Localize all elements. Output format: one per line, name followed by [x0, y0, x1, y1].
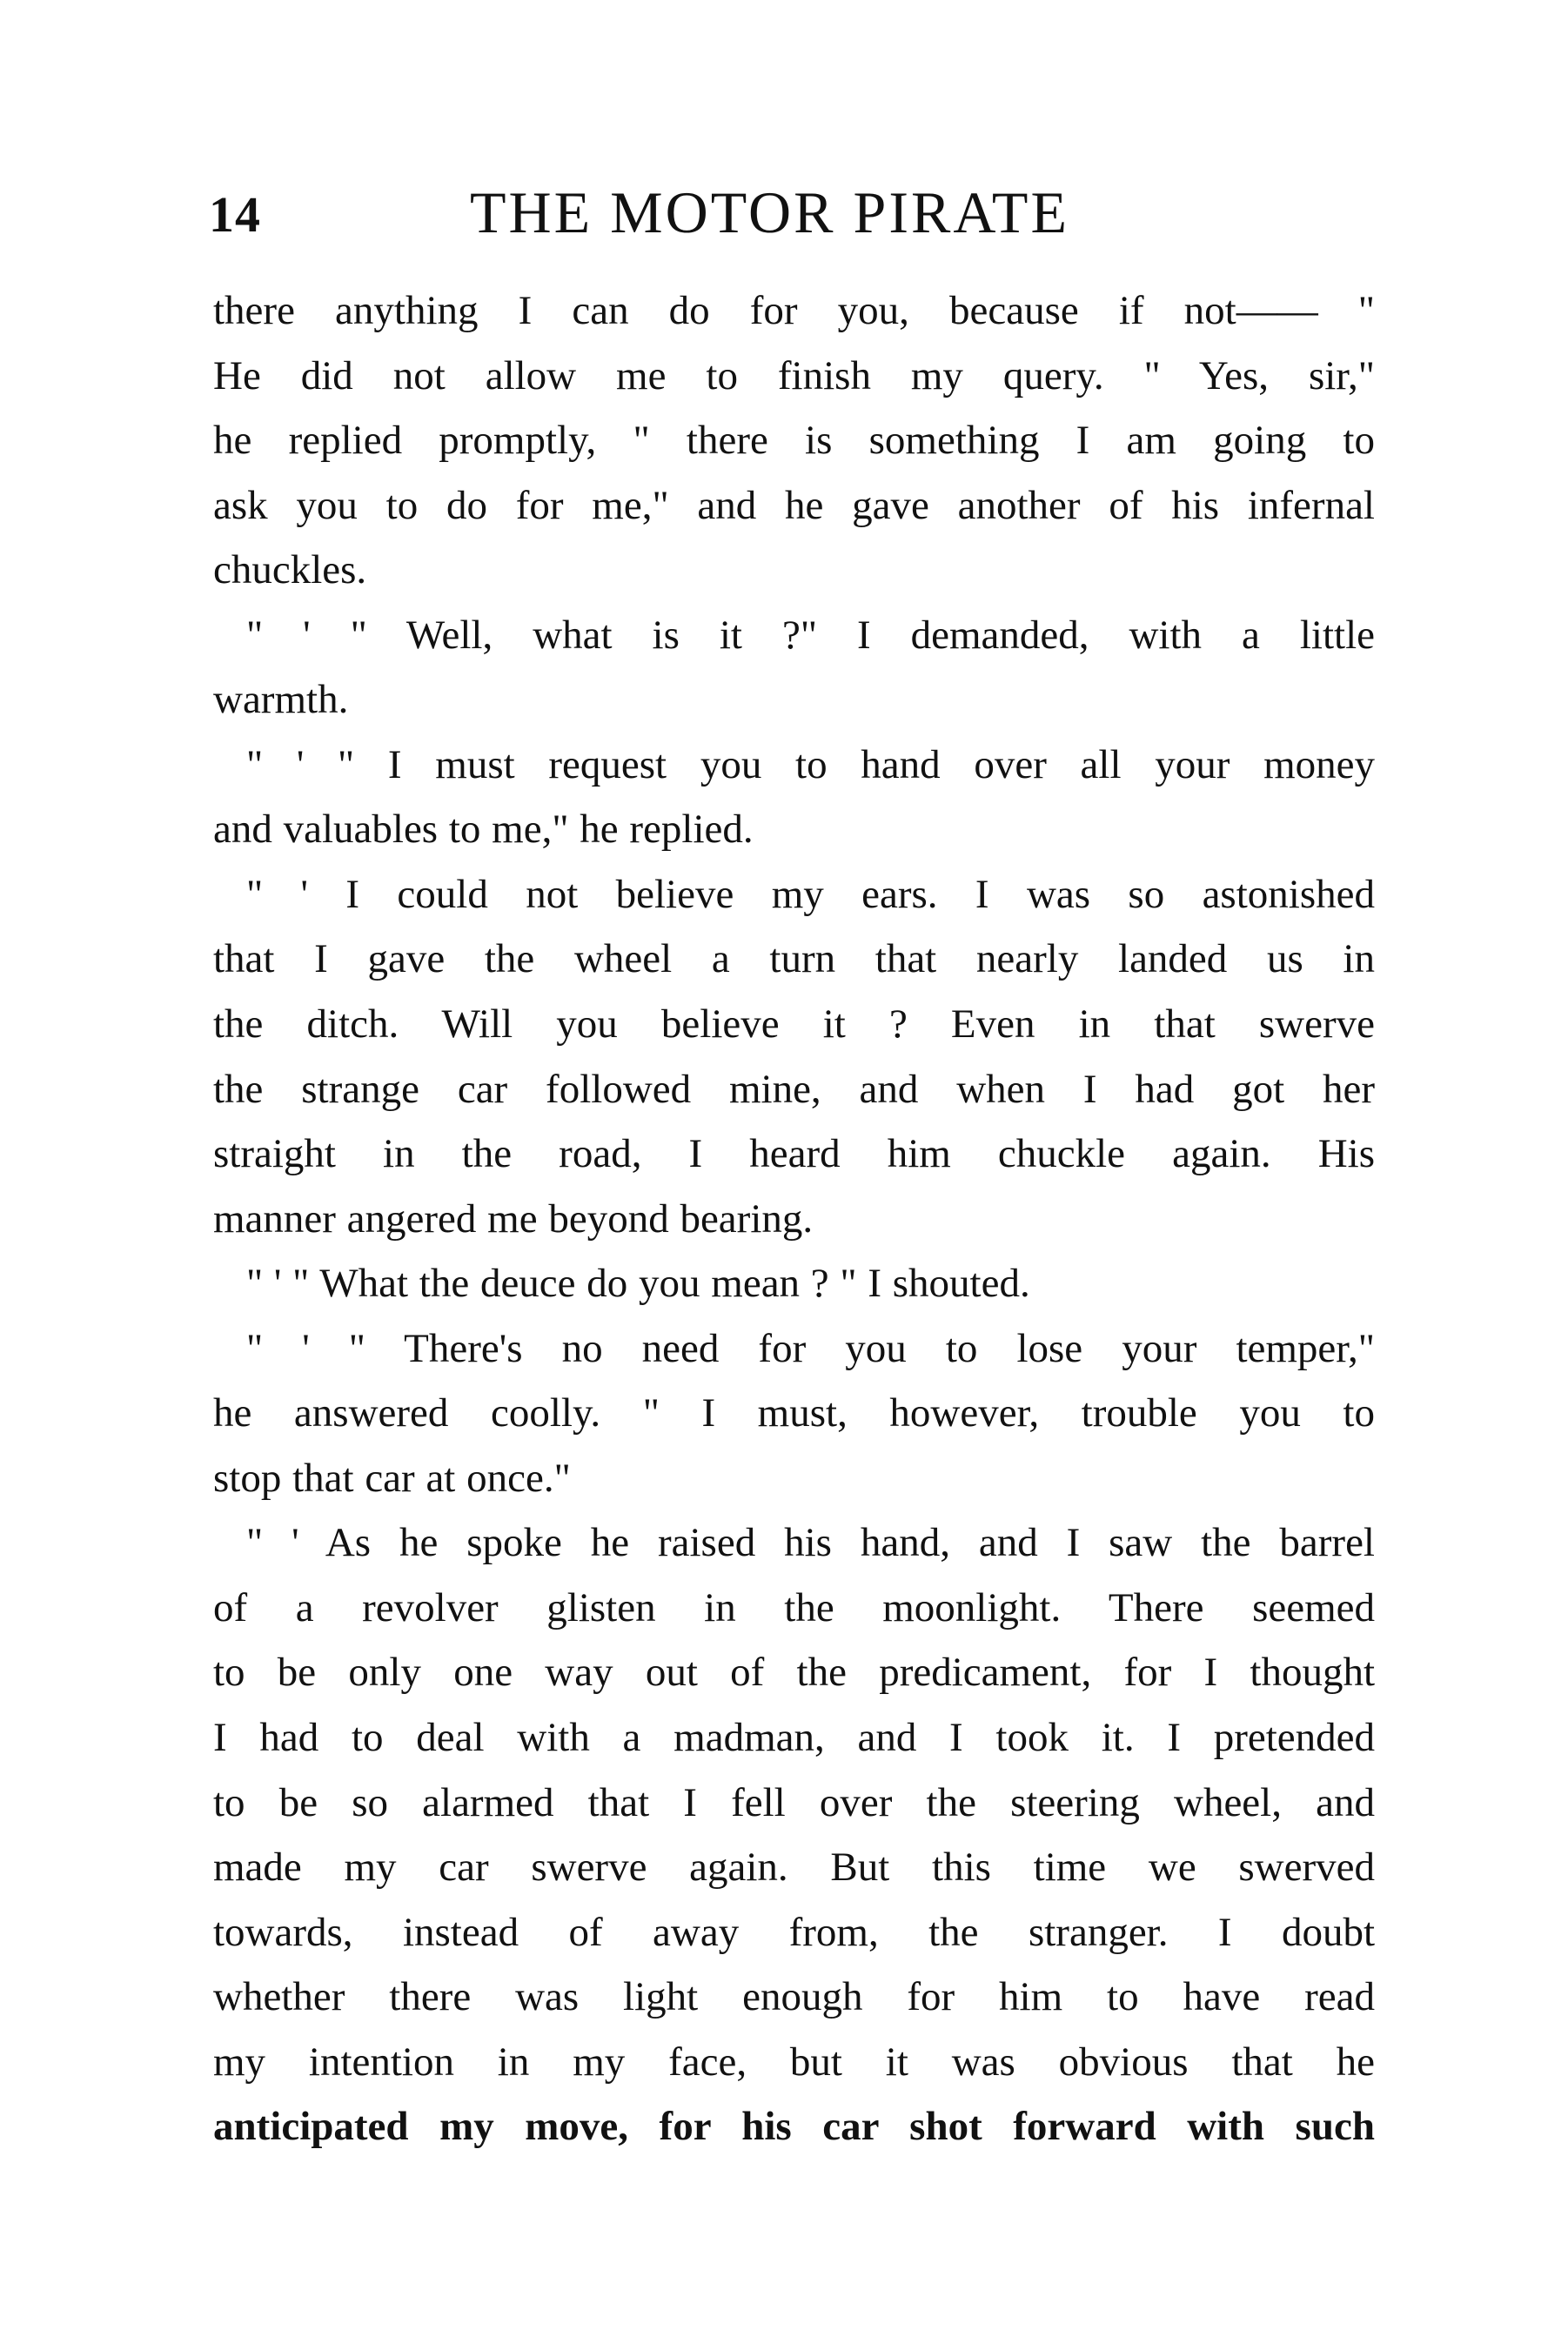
text-line: warmth.: [213, 677, 349, 723]
text-line: " ' " Well, what is it ?" I demanded, with a little: [246, 612, 1375, 658]
text-line: chuckles.: [213, 547, 367, 593]
text-line: the strange car followed mine, and when I had got her: [213, 1066, 1375, 1112]
text-line: " ' " I must request you to hand over all your money: [246, 741, 1375, 787]
body-text: [213, 278, 1375, 2159]
text-line: to be so alarmed that I fell over the steering wheel, and: [213, 1779, 1375, 1825]
text-line: the ditch. Will you believe it ? Even in that swerve: [213, 1001, 1375, 1048]
text-line: manner angered me beyond bearing.: [213, 1195, 814, 1242]
text-line: and valuables to me," he replied.: [213, 807, 754, 853]
text-line: towards, instead of away from, the stranger. I doubt: [213, 1909, 1375, 1955]
text-line: " ' I could not believe my ears. I was so astonished: [246, 871, 1375, 917]
text-line: of a revolver glisten in the moonlight. There seemed: [213, 1584, 1375, 1630]
text-line: I had to deal with a madman, and I took it. I pretended: [213, 1715, 1375, 1761]
text-line: " ' " What the deuce do you mean ? " I shouted.: [246, 1261, 1030, 1307]
text-line: there anything I can do for you, because if not—— ": [213, 288, 1375, 333]
text-line: whether there was light enough for him to have read: [213, 1974, 1375, 2020]
page-header: [209, 178, 1375, 257]
text-line: to be only one way out of the predicament, for I thought: [213, 1650, 1375, 1696]
running-head: THE MOTOR PIRATE: [470, 179, 1069, 245]
text-line: He did not allow me to finish my query. " Yes, sir,": [213, 352, 1375, 398]
text-line: ask you to do for me," and he gave another of his infernal: [213, 482, 1375, 528]
text-line: " ' As he spoke he raised his hand, and I saw the barrel: [246, 1520, 1375, 1566]
text-line: he replied promptly, " there is something I am going to: [213, 418, 1375, 464]
text-line: my intention in my face, but it was obvious that he: [213, 2039, 1375, 2085]
page-number: 14: [209, 186, 261, 243]
text-line: " ' " There's no need for you to lose your temper,": [246, 1325, 1375, 1371]
text-line: stop that car at once.": [213, 1455, 571, 1501]
text-line: straight in the road, I heard him chuckle again. His: [213, 1131, 1375, 1177]
text-line: anticipated my move, for his car shot forward with such: [213, 2104, 1375, 2150]
text-line: that I gave the wheel a turn that nearly landed us in: [213, 936, 1375, 982]
text-line: he answered coolly. " I must, however, trouble you to: [213, 1390, 1375, 1436]
text-line: made my car swerve again. But this time we swerved: [213, 1845, 1375, 1891]
